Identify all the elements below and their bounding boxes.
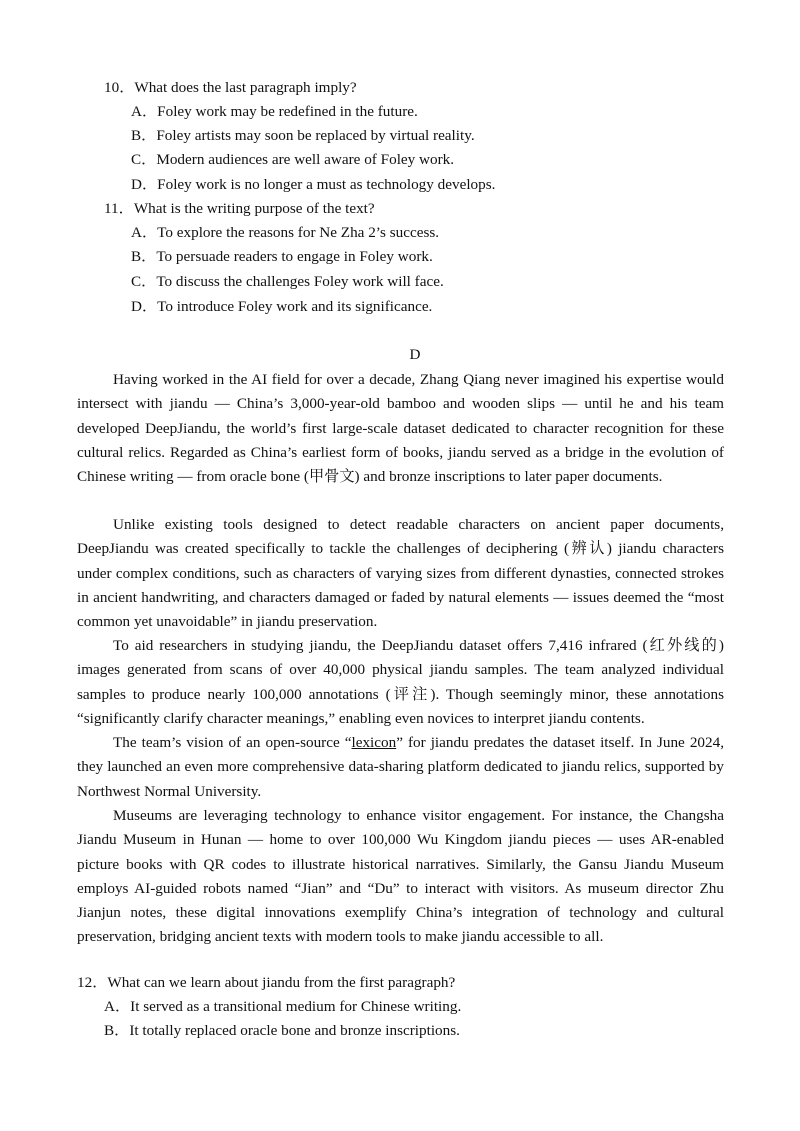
passage-paragraph-3: To aid researchers in studying jiandu, the DeepJiandu dataset offers 7,416 infrared (红外线的) images generated from scans of over 40,000 physical jiandu samples. The team analyzed individual samples to produce nearly 100,000 annotations (评注). Though seemingly minor, these annotations “significantly clarify character meanings,” enabling even novices to interpret jiandu contents. bbox=[77, 637, 724, 727]
option-letter: A． bbox=[131, 103, 158, 120]
option-letter: C． bbox=[131, 273, 157, 290]
question-number: 10． bbox=[104, 79, 135, 96]
question-11-option-c bbox=[131, 272, 444, 292]
question-11-option-d bbox=[131, 297, 432, 317]
option-letter: C． bbox=[131, 151, 157, 168]
question-11-option-b bbox=[131, 247, 433, 267]
question-10-option-c bbox=[131, 150, 454, 170]
option-text: To persuade readers to engage in Foley work. bbox=[156, 248, 433, 265]
question-text: What does the last paragraph imply? bbox=[134, 79, 357, 96]
option-letter: A． bbox=[131, 224, 158, 241]
section-heading: D bbox=[409, 346, 421, 363]
passage-paragraph-5: Museums are leveraging technology to enhance visitor engagement. For instance, the Changsha Jiandu Museum in Hunan — home to over 100,000 Wu Kingdom jiandu pieces — uses AR-enabled picture books with QR codes to illustrate historical narratives. Similarly, the Gansu Jiandu Museum employs AI-guided robots named “Jian” and “Du” to interact with visitors. As museum director Zhu Jianjun notes, these digital innovations exemplify China’s integration of technology and cultural preservation, bridging ancient texts with modern tools to make jiandu accessible to all. bbox=[77, 807, 724, 946]
option-text: Foley artists may soon be replaced by virtual reality. bbox=[156, 127, 475, 144]
question-10-option-b bbox=[131, 126, 475, 146]
paragraph-text: ” for jiandu predates the dataset itself. In June 2024, they launched an even more comprehensive data-sharing platform dedicated to jiandu relics, supported by Northwest Normal University. bbox=[77, 734, 724, 800]
question-10-option-d bbox=[131, 175, 495, 195]
option-letter: D． bbox=[131, 176, 158, 193]
question-number: 12． bbox=[77, 974, 108, 991]
option-text: It totally replaced oracle bone and bronze inscriptions. bbox=[129, 1022, 460, 1039]
option-letter: A． bbox=[104, 998, 131, 1015]
option-text: To discuss the challenges Foley work will face. bbox=[156, 273, 444, 290]
option-letter: B． bbox=[131, 248, 157, 265]
question-11-option-a bbox=[131, 223, 439, 243]
question-text: What can we learn about jiandu from the first paragraph? bbox=[107, 974, 456, 991]
underlined-word-lexicon: lexicon bbox=[351, 734, 397, 751]
option-letter: B． bbox=[104, 1022, 130, 1039]
option-text: It served as a transitional medium for Chinese writing. bbox=[130, 998, 462, 1015]
paragraph-text: The team’s vision of an open-source “ bbox=[113, 734, 352, 751]
option-text: To explore the reasons for Ne Zha 2’s success. bbox=[157, 224, 440, 241]
question-12-option-b bbox=[104, 1021, 460, 1041]
question-10-option-a bbox=[131, 102, 418, 122]
passage-paragraph-1: Having worked in the AI field for over a decade, Zhang Qiang never imagined his expertise would intersect with jiandu — China’s 3,000-year-old bamboo and wooden slips — until he and his team developed DeepJiandu, the world’s first large-scale dataset dedicated to character recognition for these cultural relics. Regarded as China’s earliest form of books, jiandu served as a bridge in the evolution of Chinese writing — from oracle bone (甲骨文) and bronze inscriptions to later paper documents. bbox=[77, 371, 724, 486]
passage-paragraph-2: Unlike existing tools designed to detect readable characters on ancient paper documents, DeepJiandu was created specifically to tackle the challenges of deciphering (辨认) jiandu characters under complex conditions, such as characters of varying sizes from different dynasties, connected strokes in ancient handwriting, and characters damaged or faded by natural elements — issues deemed the “most common yet unavoidable” in jiandu preservation. bbox=[77, 516, 724, 631]
option-letter: D． bbox=[131, 298, 158, 315]
question-12-option-a bbox=[104, 997, 461, 1017]
question-11-stem bbox=[104, 199, 375, 219]
question-text: What is the writing purpose of the text? bbox=[133, 200, 375, 217]
option-text: Foley work may be redefined in the future. bbox=[157, 103, 418, 120]
option-text: Modern audiences are well aware of Foley work. bbox=[156, 151, 455, 168]
question-10-stem bbox=[104, 78, 357, 98]
question-number: 11． bbox=[104, 200, 134, 217]
option-text: To introduce Foley work and its significance. bbox=[157, 298, 433, 315]
passage-paragraph-4 bbox=[77, 731, 724, 804]
option-text: Foley work is no longer a must as technology develops. bbox=[157, 176, 496, 193]
option-letter: B． bbox=[131, 127, 157, 144]
question-12-stem bbox=[77, 973, 455, 993]
